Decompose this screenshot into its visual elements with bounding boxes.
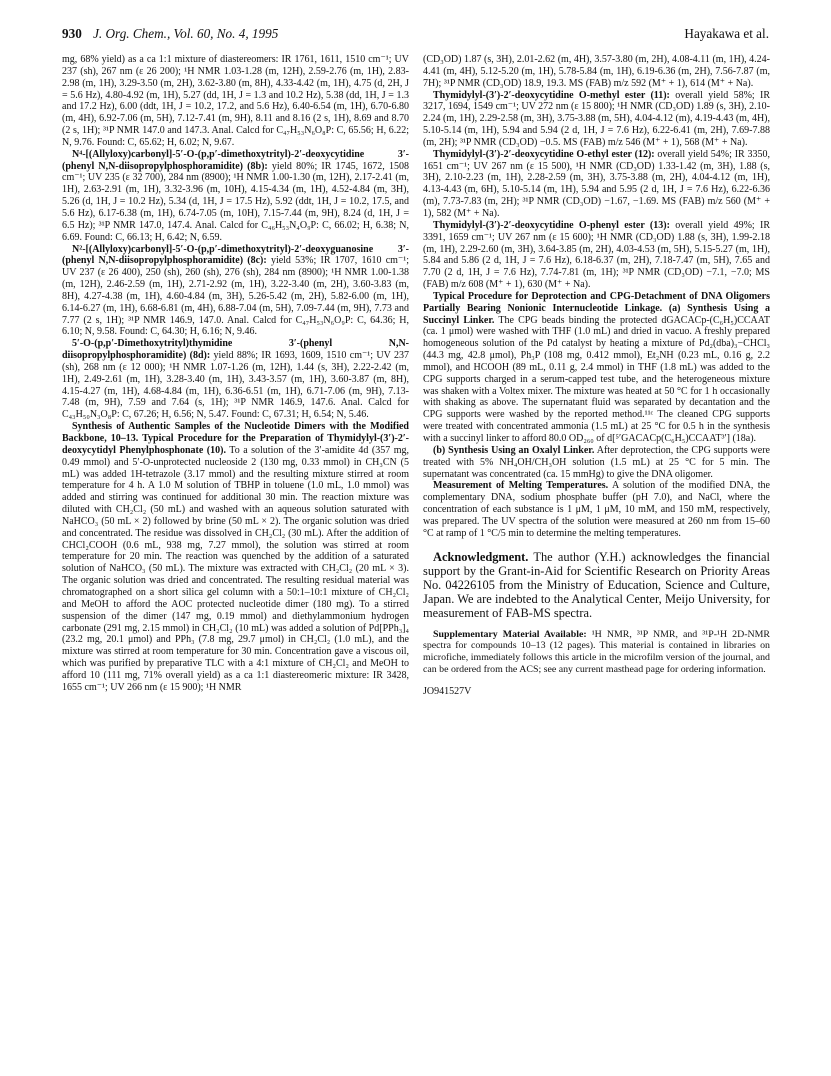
paragraph [423, 291, 770, 445]
paragraph-body: yield 53%; IR 1707, 1610 cm⁻¹; UV 237 (ε 26 400), 250 (sh), 260 (sh), 276 (sh), 284 nm (8900); ¹H NMR 1.00-1.38 (m, 12H), 2.46-2.59 (m, 1H), 2.71-2.92 (m, 1H), 3.22-3.40 (m, 2H), 3.60-3.83 (m, 8H), 4.27-4.38 (m, 1H), 4.60-4.84 (m, 3H), 5.26-5.42 (m, 2H), 5.82-6.00 (m, 1H), 6.14-6.27 (m, 1H), 6.68-6.81 (m, 4H), 6.88-7.04 (m, 5H), 7.09-7.44 (m, 9H), 7.73 and 7.77 (2 s, 1H); ³¹P NMR 146.9, 147.0. Anal. Calcd for C₄₇H₅₃N₆O₉P: C, 64.36; H, 6.10; N, 9.58. Found: C, 64.30; H, 6.16; N, 9.46. [62, 255, 409, 338]
paragraph-body: The CPG beads binding the protected dGACACp-(C₆H₅)CCAAT (ca. 1 μmol) were washed with THF (1.0 mL) and dried in vacuo. A freshly prepared homogeneous solution of the Pd catalyst by heating a mixture of Pd₂(dba)₃−CHCl₃ (44.3 mg, 42.8 μmol), Ph₃P (108 mg, 0.412 mmol), Et₂NH (0.23 mL, 0.16 g, 2.2 mmol), and HCOOH (89 mL, 0.11 g, 2.4 mmol) in THF (1.8 mL) was added to the CPG supports charged in a serum-capped test tube, and the heterogeneous mixture was shaken with a Voltex mixer. The mixture was heated at 50 °C for 1 h occasionally with shaking as above. The supernatant fluid was separated by decantation and the CPG supports were washed by the reported method.¹¹ᶜ The cleaned CPG supports were treated with concentrated ammonia (1.5 mL) at 25 °C for 0.5 h in the synthesis with a succinyl linker to afford 80.0 OD₂₆₀ of d[⁵′GACACp(C₆H₅)CCAAT³′] (18a). [423, 314, 770, 444]
paragraph-title: Synthesis of Authentic Samples of the Nucleotide Dimers with the Modified Backbone, 10–13. Typical Procedure for the Preparation of Thymidylyl-(3′)-2′-deoxycytidyl Phenylphosphonate (10). [62, 421, 409, 456]
paragraph [423, 54, 770, 90]
paragraph [62, 54, 409, 149]
paragraph-body: To a solution of the 3′-amidite 4d (357 mg, 0.49 mmol) and 5′-O-unprotected nucleoside 2 (130 mg, 0.33 mmol) in CH₃CN (5 mL) was added 1H-tetrazole (3.17 mmol) and the resulting mixture stirred at room temperature for 4 h. A 1.0 M solution of TBHP in toluene (1.0 mL, 1.0 mmol) was added and stirring was continued for additional 30 min. The reaction mixture was diluted with CH₂Cl₂ (50 mL) and washed with an aqueous solution saturated with NaHCO₃ (50 mL × 2) followed by brine (50 mL × 2). The organic solution was dried and concentrated. The residue was dissolved in CH₂Cl₂ (30 mL). After the addition of CHCl₂COOH (0.6 mL, 938 mg, 7.27 mmol), the solution was stirred at room temperature for 20 min. The reaction was quenched by the addition of a saturated solution of NaHCO₃ (50 mL). The mixture was extracted with CH₂Cl₂ (20 mL × 3). The organic solution was dried and concentrated. The resulting residual material was chromatographed on a short silica gel column with a 50:1–10:1 mixture of CH₂Cl₂ and MeOH to afford the AOC protected nucleotide dimer (180 mg). To a stirred suspension of the dimer (147 mg, 0.19 mmol) and diethylammonium hydrogen carbonate (291 mg, 2.15 mmol) in CH₂Cl₂ (10 mL) was added a solution of Pd[PPh₃]₄ (23.2 mg, 20.1 μmol) and PPh₃ (7.8 mg, 29.7 μmol) in CH₂Cl₂ (1.0 mL), and the mixture was stirred at room temperature for 30 min. Concentration gave a viscous oil, which was purified by preparative TLC with a 4:1 mixture of CH₂Cl₂ and MeOH to afford 10 (111 mg, 71% overall yield) as a ca 1:1 diastereomeric mixture: IR 3428, 1655 cm⁻¹; UV 266 nm (ε 15 900); ¹H NMR [62, 444, 410, 693]
running-author: Hayakawa et al. [684, 26, 769, 41]
right-column [423, 54, 770, 698]
left-column [62, 54, 409, 694]
paragraph-body: overall yield 58%; IR 3217, 1694, 1549 cm⁻¹; UV 272 nm (ε 15 800); ¹H NMR (CD₃OD) 1.89 (s, 3H), 2.10-2.24 (m, 1H), 2.29-2.58 (m, 3H), 3.75-3.88 (m, 5H), 4.04-4.12 (m), 4.19-4.43 (m, 4H), 5.10-5.14 (m, 1H), 5.94 and 5.94 (2 d, 1H, J = 7.6 Hz), 6.22-6.41 (m, 2H), 7.69-7.88 (m, 2H); ³¹P NMR (CD₃OD) −0.5. MS (FAB) m/z 546 (M⁺ + 1), 568 (M⁺ + Na). [423, 89, 770, 148]
acknowledgment [423, 550, 770, 621]
paragraph-title: Thymidylyl-(3′)-2′-deoxycytidine O-phenyl ester (13): [433, 219, 670, 231]
paragraph-title: (b) Synthesis Using an Oxalyl Linker. [433, 444, 595, 456]
paragraph-body: After deprotection, the CPG supports were treated with 5% NH₄OH/CH₃OH solution (1.5 mL) at 25 °C for 5 min. The supernatant was concentrated (ca. 15 mmHg) to give the DNA oligomer. [423, 444, 770, 480]
paragraph-title: 5′-O-(p,p′-Dimethoxytrityl)thymidine 3′-(phenyl N,N-diisopropylphosphoramidite) (8d): [62, 338, 409, 362]
paragraph-title: Thymidylyl-(3′)-2′-deoxycytidine O-ethyl ester (12): [433, 148, 655, 160]
journal-citation: J. Org. Chem., Vol. 60, No. 4, 1995 [93, 26, 279, 41]
paragraph [423, 90, 770, 149]
paragraph [62, 421, 409, 693]
paragraph-title: N²-[(Allyloxy)carbonyl]-5′-O-(p,p′-dimethoxytrityl)-2′-deoxyguanosine 3′-(phenyl N,N-diisopropylphosphoramidite) (8c): [62, 243, 409, 267]
supplementary-title: Supplementary Material Available: [433, 628, 587, 640]
paragraph-body: (CD₃OD) 1.87 (s, 3H), 2.01-2.62 (m, 4H), 3.57-3.80 (m, 2H), 4.08-4.11 (m, 1H), 4.24-4.41 (m, 4H), 5.12-5.20 (m, 1H), 5.78-5.84 (m, 1H), 6.19-6.36 (m, 2H), 7.56-7.87 (m, 7H); ³¹P NMR (CD₃OD) 18.9, 19.3. MS (FAB) m/z 592 (M⁺ + 1), 614 (M⁺ + Na). [423, 54, 770, 89]
page-header [62, 26, 769, 44]
supplementary-body: ¹H NMR, ³¹P NMR, and ³¹P-¹H 2D-NMR spectra for compounds 10–13 (12 pages). This material is contained in libraries on microfiche, immediately follows this article in the microfilm version of the journal, and can be ordered from the ACS; see any current masthead page for ordering information. [423, 628, 771, 675]
paragraph [423, 149, 770, 220]
paragraph-body: overall yield 54%; IR 3350, 1651 cm⁻¹; UV 267 nm (ε 15 500), ¹H NMR (CD₃OD) 1.33-1.42 (m, 3H), 1.88 (s, 3H), 2.10-2.23 (m, 1H), 2.28-2.59 (m, 3H), 3.75-3.88 (m, 2H), 4.04-4.12 (m, 1H), 4.13-4.43 (m, 6H), 5.10-5.14 (m, 1H), 5.94 and 5.95 (2 d, 1H, J = 7.6 Hz), 6.22-6.36 (m), 7.73-7.83 (m, 2H); ³¹P NMR (CD₃OD) −1.67, −1.69. MS (FAB) m/z 560 (M⁺ + 1), 582 (M⁺ + Na). [423, 148, 770, 219]
paragraph [62, 244, 409, 339]
paragraph [423, 220, 770, 291]
paragraph-title: Thymidylyl-(3′)-2′-deoxycytidine O-methyl ester (11): [433, 89, 670, 101]
paragraph-body: A solution of the modified DNA, the complementary DNA, sodium phosphate buffer (pH 7.0), and NaCl, where the concentration of each substance is 1 μM, 1 μM, 10 mM, and 150 mM, respectively, was prepared. The UV spectra of the solution were measured at 260 nm from 15–60 °C at ramp of 1 °C/5 min to determine the melting temperatures. [423, 480, 770, 539]
paragraph-body: yield 80%; IR 1745, 1672, 1508 cm⁻¹; UV 235 (ε 32 700), 284 nm (8900); ¹H NMR 1.00-1.30 (m, 12H), 2.17-2.41 (m, 1H), 2.63-2.91 (m, 1H), 3.32-3.96 (m, 10H), 4.15-4.34 (m, 1H), 4.52-4.84 (m, 3H), 5.26 (d, 1H, J = 10.2 Hz), 5.34 (d, 1H, J = 17.5 Hz), 5.92 (ddt, 1H, J = 10.2, 17.5, and 5.6 Hz), 6.17-6.38 (m, 1H), 6.74-7.05 (m, 10H), 7.15-7.44 (m, 9H), 8.24 (d, 1H, J = 6.5 Hz); ³¹P NMR 147.0, 147.4. Anal. Calcd for C₄₆H₅₃N₄O₉P: C, 66.02; H, 6.38; N, 6.69. Found: C, 66.13; H, 6.42; N, 6.59. [62, 160, 409, 243]
page-number: 930 [62, 26, 82, 41]
paragraph [62, 149, 409, 244]
acknowledgment-body: The author (Y.H.) acknowledges the financial support by the Grant-in-Aid for Scientific Research on Priority Areas No. 04226105 from the Ministry of Education, Science and Culture, Japan. We are indebted to the Analytical Center, Meijo University, for measurement of FAB-MS spectra. [423, 549, 770, 621]
paragraph-title: Typical Procedure for Deprotection and CPG-Detachment of DNA Oligomers Partially Bearing Nonionic Internucleotide Linkage. (a) Synthesis Using a Succinyl Linker. [423, 290, 770, 326]
paragraph [423, 445, 770, 481]
paragraph-body: yield 88%; IR 1693, 1609, 1510 cm⁻¹; UV 237 (sh), 268 nm (ε 12 000); ¹H NMR 1.07-1.26 (m, 12H), 1.44 (s, 3H), 2.22-2.42 (m, 1H), 2.49-2.61 (m, 1H), 3.28-3.40 (m, 1H), 3.43-3.57 (m, 1H), 3.60-3.87 (m, 8H), 4.15-4.27 (m, 1H), 4.68-4.84 (m, 1H), 6.36-6.51 (m, 1H), 6.71-7.06 (m, 9H), 7.13-7.48 (m, 9H), 7.59 and 7.64 (s, 1H); ³¹P NMR 146.9, 147.6. Anal. Calcd for C₄₃H₅₀N₃O₈P: C, 67.26; H, 6.56; N, 5.47. Found: C, 67.31; H, 6.54; N, 5.46. [62, 350, 410, 421]
paragraph [423, 480, 770, 539]
paragraph-body: overall yield 49%; IR 3391, 1659 cm⁻¹; UV 267 nm (ε 15 600); ¹H NMR (CD₃OD) 1.88 (s, 3H), 1.99-2.18 (m, 1H), 2.29-2.60 (m, 3H), 3.64-3.85 (m, 2H), 4.03-4.53 (m, 5H), 5.15-5.27 (m, 1H), 5.84 and 5.86 (2 d, 1H, J = 7.6 Hz), 6.18-6.37 (m, 2H), 7.18-7.47 (m, 5H), 7.65 and 7.70 (2 d, 1H, J = 7.6 Hz), 7.74-7.81 (m, 1H); ³¹P NMR (CD₃OD) −7.1, −7.0; MS (FAB) m/z 608 (M⁺ + 1), 630 (M⁺ + Na). [423, 219, 770, 291]
paragraph-title: N⁴-[(Allyloxy)carbonyl]-5′-O-(p,p′-dimethoxytrityl)-2′-deoxycytidine 3′-(phenyl N,N-diisopropylphosphoramidite) (8b): [62, 148, 409, 172]
supplementary-material [423, 629, 770, 676]
acknowledgment-title: Acknowledgment. [433, 549, 529, 564]
paragraph-title: Measurement of Melting Temperatures. [433, 480, 609, 492]
article-code: JO941527V [423, 685, 472, 697]
paragraph [62, 338, 409, 421]
paragraph-body: mg, 68% yield) as a ca 1:1 mixture of diastereomers: IR 1761, 1611, 1510 cm⁻¹; UV 237 (sh), 267 nm (ε 26 200); ¹H NMR 1.03-1.28 (m, 12H), 2.59-2.76 (m, 1H), 2.83-2.98 (m, 1H), 3.29-3.50 (m, 2H), 3.62-3.80 (m, 8H), 4.33-4.42 (m, 1H), 4.75 (d, 2H, J = 5.6 Hz), 4.80-4.92 (m, 1H), 5.27 (dd, 1H, J = 1.3 and 10.2 Hz), 5.38 (dd, 1H, J = 1.3 and 17.2 Hz), 6.00 (ddt, 1H, J = 10.2, 17.2, and 5.6 Hz), 6.40-6.54 (m, 1H), 6.70-6.80 (m, 4H), 6.92-7.06 (m, 5H), 7.12-7.41 (m, 9H), 8.11 and 8.16 (2 s, 1H), 8.69 and 8.70 (2 s, 1H); ³¹P NMR 147.0 and 147.3. Anal. Calcd for C₄₇H₅₃N₆O₈P: C, 65.56; H, 6.22; N, 9.76. Found: C, 65.62; H, 6.02; N, 9.67. [62, 54, 409, 148]
